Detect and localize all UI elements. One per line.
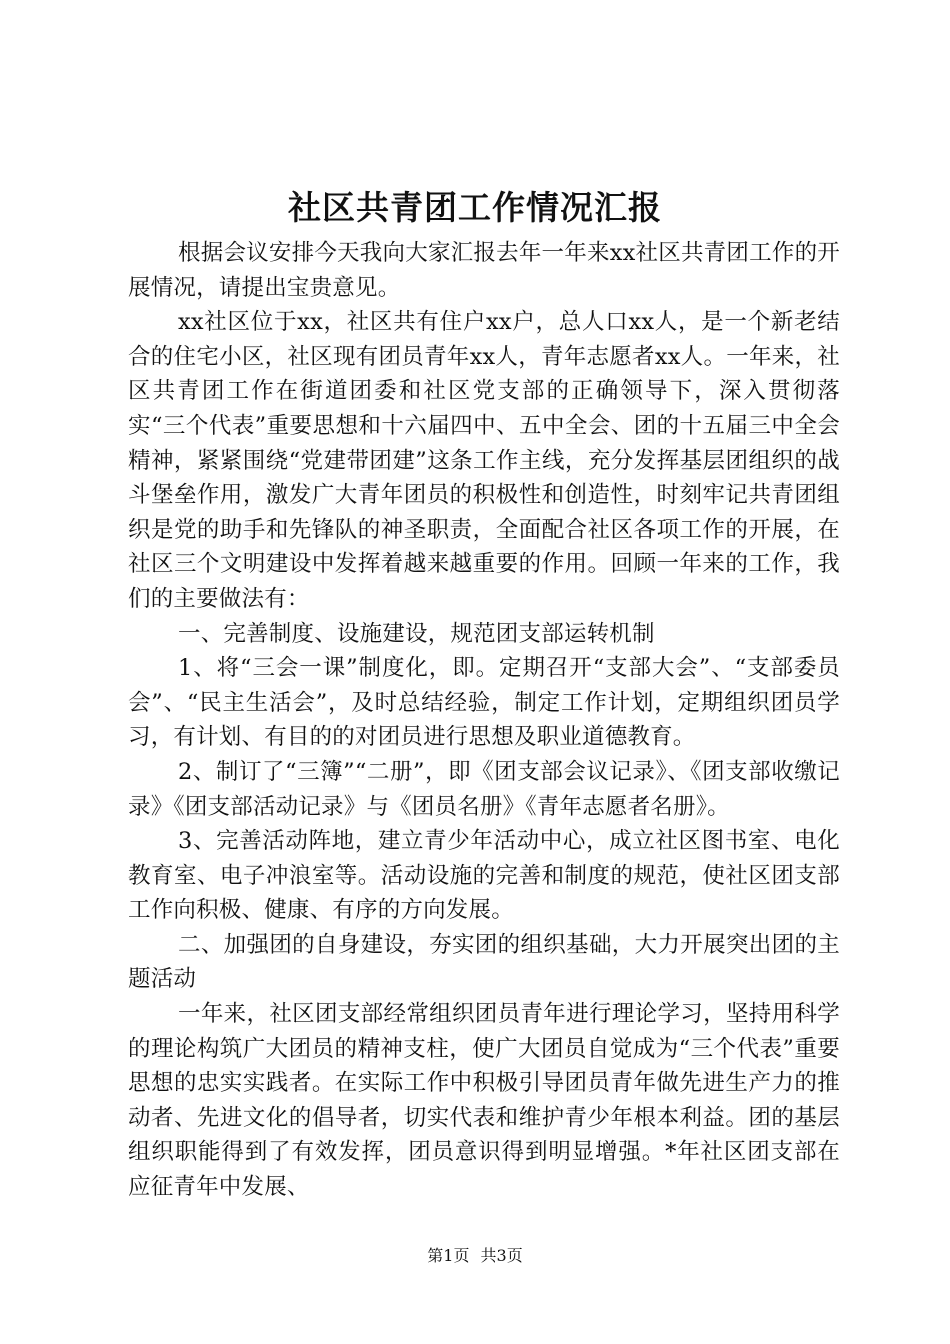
section-heading: 一、完善制度、设施建设，规范团支部运转机制 bbox=[178, 620, 655, 647]
paragraph: 3、完善活动阵地，建立青少年活动中心，成立社区图书室、电化教育室、电子冲浪室等。活动设施的完善和制度的规范，使社区团支部工作向积极、健康、有序的方向发展。 bbox=[128, 828, 840, 924]
page-total: 共3页 bbox=[480, 1246, 523, 1265]
paragraph: 2、制订了“三簿”“二册”，即《团支部会议记录》、《团支部收缴记录》《团支部活动记录》与《团员名册》《青年志愿者名册》。 bbox=[128, 758, 840, 820]
page-number: 第1页 bbox=[427, 1246, 470, 1265]
document-body bbox=[128, 236, 840, 1205]
paragraph: 1、将“三会一课”制度化，即。定期召开“支部大会”、“支部委员会”、“民主生活会”，及时总结经验，制定工作计划，定期组织团员学习，有计划、有目的的对团员进行思想及职业道德教育。 bbox=[128, 655, 840, 751]
paragraph: 一年来，社区团支部经常组织团员青年进行理论学习，坚持用科学的理论构筑广大团员的精神支柱，使广大团员自觉成为“三个代表”重要思想的忠实实践者。在实际工作中积极引导团员青年做先进生产力的推动者、先进文化的倡导者，切实代表和维护青少年根本利益。团的基层组织职能得到了有效发挥，团员意识得到明显增强。*年社区团支部在应征青年中发展、 bbox=[128, 1001, 840, 1201]
page-footer bbox=[0, 1244, 950, 1268]
paragraph: 根据会议安排今天我向大家汇报去年一年来xx社区共青团工作的开展情况，请提出宝贵意见。 bbox=[128, 240, 840, 301]
paragraph: xx社区位于xx，社区共有住户xx户，总人口xx人，是一个新老结合的住宅小区，社区现有团员青年xx人，青年志愿者xx人。一年来，社区共青团工作在街道团委和社区党支部的正确领导下，深入贯彻落实“三个代表”重要思想和十六届四中、五中全会、团的十五届三中全会精神，紧紧围绕“党建带团建”这条工作主线，充分发挥基层团组织的战斗堡垒作用，激发广大青年团员的积极性和创造性，时刻牢记共青团组织是党的助手和先锋队的神圣职责，全面配合社区各项工作的开展，在社区三个文明建设中发挥着越来越重要的作用。回顾一年来的工作，我们的主要做法有： bbox=[128, 309, 840, 612]
document-title: 社区共青团工作情况汇报 bbox=[288, 188, 662, 227]
section-heading: 二、加强团的自身建设，夯实团的组织基础，大力开展突出团的主题活动 bbox=[128, 931, 840, 993]
